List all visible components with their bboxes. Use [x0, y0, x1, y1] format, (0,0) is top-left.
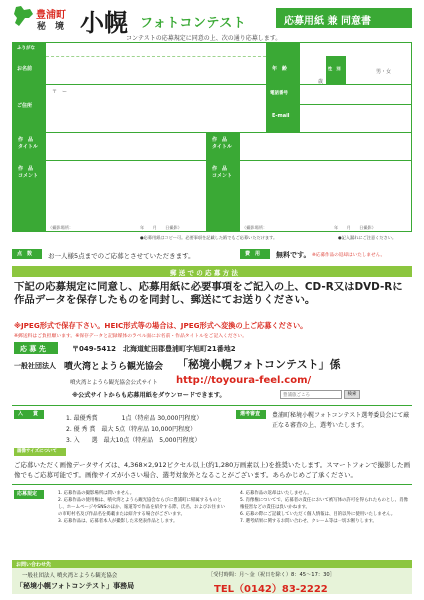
org-name: 噴火湾とようら観光協会 [64, 362, 164, 372]
cost-label-text: 費 用 [245, 251, 261, 257]
method-header-text: 郵 送 で の 応 募 方 法 [170, 269, 238, 277]
contact-office: 「秘境小幌フォトコンテスト」事務局 [16, 582, 135, 590]
town-name: 豊浦町 [36, 10, 66, 21]
site-url[interactable]: http://toyoura-feel.com/ [176, 375, 312, 386]
contact-tel: TEL（0142）83-2222 [214, 584, 328, 595]
furigana-label: ふりがな [17, 46, 35, 51]
postal-mark: 〒 ー [52, 89, 68, 95]
rule-item: 6. 応募の際にご記載していただく個人情報は、目的以外に使用いたしません。 [240, 512, 396, 517]
rules-right [240, 490, 410, 525]
search-button[interactable]: 検索 [344, 390, 360, 399]
form-v-divider [206, 132, 207, 232]
work-title-label-2: 作 品 タイトル [212, 137, 232, 150]
org-prefix: 一般社団法人 [14, 362, 56, 370]
prize-label-text: 入 賞 [18, 411, 39, 417]
prize-item-1: 1. 最優秀賞 1点（特産品 30,000円程度） [66, 415, 203, 422]
count-text: お一人様5点までのご応募とさせていただきます。 [48, 252, 195, 260]
rule-item: 3. 応募作品は、応募者本人が撮影した未発表作品とします。 [58, 519, 178, 524]
cost-free: 無料です。 [276, 251, 311, 259]
size-text: ご応募いただく画像データサイズは、4,368×2,912ピクセル以上(約1,280万画素以上)を推奨いたします。スマートフォンで撮影した画像でもご応募可能です。画像サイズが小さい場合、選考対象外となることがございます。あらかじめご了承ください。 [14, 461, 411, 479]
shot-place-2: （撮影場所： [242, 225, 268, 230]
contact-header-text: お問い合わせ先 [16, 562, 52, 568]
judge-text: 豊浦町秘境小幌フォトコンテスト選考委員会にて厳正なる審査の上、選考いたします。 [272, 412, 410, 429]
judge-label-text: 選考審査 [240, 411, 261, 417]
shot-place-1: （撮影場所： [48, 225, 74, 230]
size-label-text: 画像サイズについて [17, 449, 58, 454]
header [0, 0, 424, 40]
contest-name: 「秘境小幌フォトコンテスト」係 [177, 358, 341, 371]
age-label: 年 齢 [272, 66, 288, 72]
form-divider [12, 84, 412, 85]
search-input[interactable]: 豊浦旅ごころ [280, 390, 342, 399]
shot-date-2: 年 月 日撮影） [334, 225, 376, 230]
prize-item-2: 2. 優 秀 賞 最大 5点（特産品 10,000円程度） [66, 426, 197, 433]
dest-label-text: 応 募 先 [20, 345, 46, 353]
rule-item: 7. 選考結果に関するお問い合わせ、クレーム等は一切お断りします。 [240, 519, 377, 524]
gender-label: 性 別 [328, 66, 341, 71]
town-sub: 秘 境 [37, 22, 65, 32]
form-note-right: ●記入漏れにご注意ください。 [338, 235, 397, 240]
contact-org: 一般社団法人 噴火湾とようら観光協会 [22, 573, 118, 579]
consent-note: コンテストの応募規定に同意の上、次の通り応募します。 [126, 35, 282, 42]
age-unit: 歳 [318, 79, 324, 85]
work-comment-label-1: 作 品 コメント [18, 166, 39, 179]
site-label: 噴火湾とようら観光協会公式サイト [70, 380, 158, 386]
contact-hours: ［受付時間：月～金（祝日を除く）8：45～17：30］ [208, 572, 335, 578]
gender-options: 男・女 [376, 69, 392, 75]
download-note: ※公式サイトからも応募用紙をダウンロードできます。 [72, 392, 226, 399]
form-divider [300, 104, 412, 105]
address-label: ご住所 [17, 103, 33, 109]
shot-date-1: 年 月 日撮影） [140, 225, 182, 230]
return-note: ※郵送料はご負担願います。※保存データと記録媒体のラベル面にお名前・作品タイトルをご記入ください。 [14, 334, 248, 339]
form-divider [12, 132, 412, 133]
work-title-label-1: 作 品 タイトル [18, 137, 38, 150]
form-note-left: ●応募用紙はコピー可。必要事項を記載した紙でもご応募いただけます。 [140, 235, 278, 240]
form-divider [12, 160, 412, 161]
form-title: 応募用紙 兼 同意書 [284, 16, 371, 27]
name-label: お名前 [17, 66, 33, 72]
contact-header [12, 560, 412, 568]
rule-item: 1. 応募作品の撮影場所は問いません。 [58, 491, 135, 496]
rules-section-rule [12, 484, 412, 485]
rule-item: 5. 肖像権についてで、応募者の責任において被写体の許可を得られたものとし、肖像権侵害などの責任は負いかねます。 [240, 498, 408, 510]
rule-item: 4. 応募作品の返却はいたしません。 [240, 491, 312, 496]
method-main: 下記の応募規定に同意し、応募用紙に必要事項をご記入の上、CD-R又はDVD-Rに作品データを保存したものを同封し、郵送にてお送りください。 [14, 281, 403, 306]
count-label-text: 点 数 [17, 251, 33, 257]
email-label: E-mail [272, 113, 290, 119]
title-katakana: フォトコンテスト [140, 16, 247, 31]
dest-address: 〒049-5412 北海道虻田郡豊浦町字旭町21番地2 [72, 345, 236, 353]
jpeg-note: ※JPEG形式で保存下さい。HEIC形式等の場合は、JPEG形式へ変換の上ご応募ください。 [14, 321, 308, 330]
prize-item-3: 3. 入 選 最大10点（特産品 5,000円程度） [66, 437, 201, 444]
rules-left [58, 490, 226, 525]
hokkaido-map-icon [12, 5, 34, 27]
rules-label-text: 応募規定 [17, 491, 38, 497]
title-big: 小幌 [80, 8, 128, 37]
work-comment-label-2: 作 品 コメント [212, 166, 233, 179]
phone-label: 電話番号 [270, 91, 288, 96]
cost-note: ※応募作品の返却はいたしません。 [312, 253, 386, 258]
prize-section-rule [12, 405, 412, 406]
rule-item: 2. 応募作品の使用権は、噴火湾とようら観光協会ならびに豊浦町に帰属するものとし、ホームページやSNSのほか、報道等で作品を紹介する際、氏名、およびお住まいの市町村名及び作品名を掲載または紹介する場合がございます。 [58, 498, 225, 517]
form-divider [46, 56, 266, 57]
